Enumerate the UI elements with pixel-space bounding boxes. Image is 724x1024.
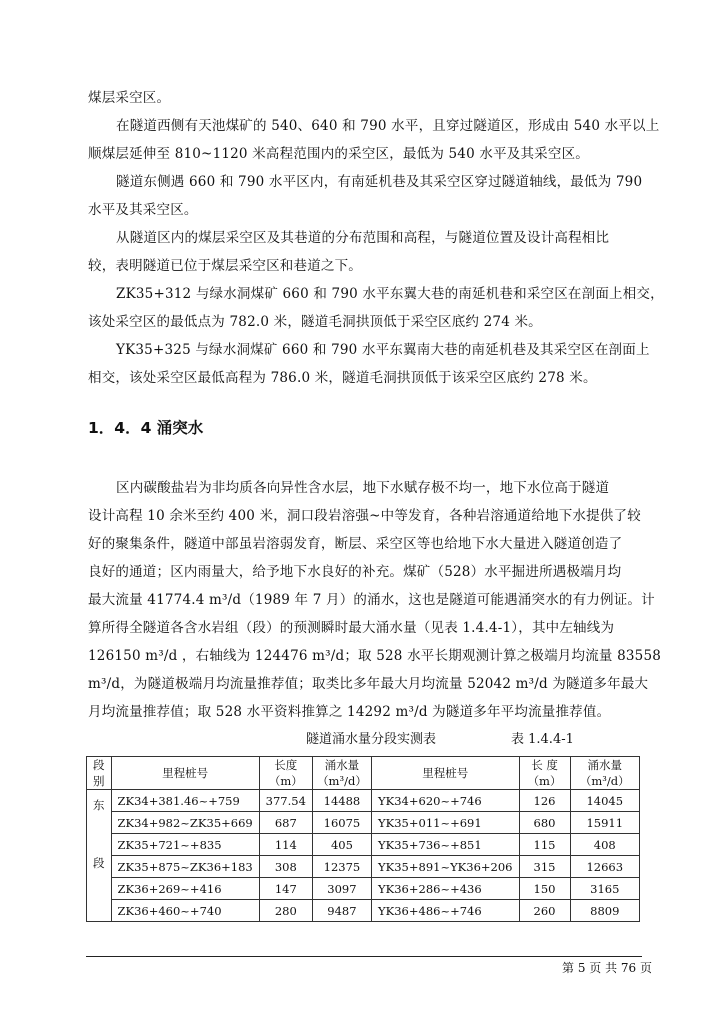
left-length: 687 bbox=[259, 812, 312, 834]
table-row bbox=[87, 900, 640, 922]
left-inflow: 14488 bbox=[312, 790, 371, 812]
inflow-table bbox=[86, 756, 640, 922]
table-row bbox=[87, 856, 640, 878]
text-line: 月均流量推荐值；取 528 水平资料推算之 14292 m³/d 为隧道多年平均流量推荐值。 bbox=[88, 704, 611, 720]
paragraph-3 bbox=[88, 168, 664, 224]
text-line: 煤层采空区。 bbox=[88, 90, 171, 106]
right-mileage: YK34+620~+746 bbox=[372, 790, 519, 812]
left-mileage: ZK35+875~ZK36+183 bbox=[111, 856, 259, 878]
left-length: 147 bbox=[259, 878, 312, 900]
header-inflow bbox=[312, 757, 371, 790]
header-length2-line1: 长 度 bbox=[531, 758, 558, 772]
text-line: ZK35+312 与绿水洞煤矿 660 和 790 水平东翼大巷的南延机巷和采空区在剖面上相交， bbox=[116, 286, 664, 302]
table-row bbox=[87, 790, 640, 812]
text-line: m³/d，为隧道极端月均流量推荐值；取类比多年最大月均流量 52042 m³/d 为隧道多年最大 bbox=[88, 676, 649, 692]
left-inflow: 405 bbox=[312, 834, 371, 856]
footer-rule bbox=[86, 956, 642, 957]
paragraph-1 bbox=[88, 84, 664, 112]
header-inflow2-line1: 涌水量 bbox=[587, 758, 623, 772]
right-length: 150 bbox=[519, 878, 570, 900]
segment-label-top: 东 bbox=[93, 797, 105, 812]
section-heading: 1．4．4 涌突水 bbox=[88, 419, 204, 437]
left-mileage: ZK34+982~ZK35+669 bbox=[111, 812, 259, 834]
left-inflow: 3097 bbox=[312, 878, 371, 900]
header-length-line2: （m） bbox=[268, 774, 303, 788]
text-line: 顺煤层延伸至 810~1120 米高程范围内的采空区，最低为 540 水平及其采空区。 bbox=[88, 146, 589, 162]
segment-cell bbox=[87, 790, 112, 922]
text-line: 相交，该处采空区最低高程为 786.0 米，隧道毛洞拱顶低于该采空区底约 278 米。 bbox=[88, 370, 597, 386]
right-mileage: YK36+486~+746 bbox=[372, 900, 519, 922]
left-length: 377.54 bbox=[259, 790, 312, 812]
table-row bbox=[87, 812, 640, 834]
left-mileage: ZK36+269~+416 bbox=[111, 878, 259, 900]
paragraph-2 bbox=[88, 112, 664, 168]
text-line: 良好的通道；区内雨量大，给予地下水良好的补充。煤矿（528）水平掘进所遇极端月均 bbox=[88, 564, 622, 580]
right-length: 126 bbox=[519, 790, 570, 812]
left-length: 114 bbox=[259, 834, 312, 856]
text-line: 区内碳酸盐岩为非均质各向异性含水层，地下水赋存极不均一，地下水位高于隧道 bbox=[116, 480, 610, 496]
right-length: 315 bbox=[519, 856, 570, 878]
table-caption: 隧道涌水量分段实测表 bbox=[306, 732, 437, 747]
left-inflow: 9487 bbox=[312, 900, 371, 922]
text-line: 在隧道西侧有天池煤矿的 540、640 和 790 水平，且穿过隧道区，形成由 540 水平以上 bbox=[116, 118, 660, 134]
right-mileage: YK35+736~+851 bbox=[372, 834, 519, 856]
right-inflow: 408 bbox=[570, 834, 639, 856]
text-line: 好的聚集条件，隧道中部虽岩溶弱发育，断层、采空区等也给地下水大量进入隧道创造了 bbox=[88, 536, 623, 552]
page-number: 第 5 页 共 76 页 bbox=[562, 961, 652, 975]
text-line: 设计高程 10 余米至约 400 米，洞口段岩溶强~中等发育，各种岩溶通道给地下水提供了较 bbox=[88, 508, 641, 524]
right-length: 680 bbox=[519, 812, 570, 834]
text-line: 从隧道区内的煤层采空区及其巷道的分布范围和高程，与隧道位置及设计高程相比 bbox=[116, 230, 610, 246]
text-line: 该处采空区的最低点为 782.0 米，隧道毛洞拱顶低于采空区底约 274 米。 bbox=[88, 314, 542, 330]
header-length2 bbox=[519, 757, 570, 790]
header-segment bbox=[87, 757, 112, 790]
segment-label-bottom: 段 bbox=[93, 855, 105, 870]
left-length: 308 bbox=[259, 856, 312, 878]
left-mileage: ZK35+721~+835 bbox=[111, 834, 259, 856]
right-inflow: 3165 bbox=[570, 878, 639, 900]
header-segment-line2: 别 bbox=[93, 774, 105, 788]
paragraph-5 bbox=[88, 280, 664, 336]
header-inflow2-line2: （m³/d） bbox=[579, 774, 630, 788]
left-inflow: 16075 bbox=[312, 812, 371, 834]
text-line: 较，表明隧道已位于煤层采空区和巷道之下。 bbox=[88, 258, 362, 274]
right-mileage: YK36+286~+436 bbox=[372, 878, 519, 900]
left-mileage: ZK36+460~+740 bbox=[111, 900, 259, 922]
text-line: 水平及其采空区。 bbox=[88, 202, 198, 218]
right-inflow: 14045 bbox=[570, 790, 639, 812]
header-inflow-line2: （m³/d） bbox=[317, 774, 367, 788]
header-length bbox=[259, 757, 312, 790]
section-paragraph bbox=[88, 474, 664, 726]
text-line: YK35+325 与绿水洞煤矿 660 和 790 水平东翼南大巷的南延机巷及其采空区在剖面上 bbox=[116, 342, 650, 358]
text-line: 算所得全隧道各含水岩组（段）的预测瞬时最大涌水量（见表 1.4.4-1），其中左轴线为 bbox=[88, 620, 615, 636]
text-line: 126150 m³/d ，右轴线为 124476 m³/d；取 528 水平长期观测计算之极端月均流量 83558 bbox=[88, 648, 662, 664]
table-header-row bbox=[87, 757, 640, 790]
right-length: 115 bbox=[519, 834, 570, 856]
right-inflow: 12663 bbox=[570, 856, 639, 878]
paragraph-4 bbox=[88, 224, 664, 280]
left-length: 280 bbox=[259, 900, 312, 922]
paragraph-6 bbox=[88, 336, 664, 392]
header-length-line1: 长度 bbox=[274, 758, 298, 772]
table-row bbox=[87, 834, 640, 856]
header-segment-line1: 段 bbox=[93, 758, 105, 772]
left-mileage: ZK34+381.46~+759 bbox=[111, 790, 259, 812]
right-inflow: 8809 bbox=[570, 900, 639, 922]
header-length2-line2: （m） bbox=[527, 774, 562, 788]
header-right-mileage: 里程桩号 bbox=[372, 757, 519, 790]
header-left-mileage: 里程桩号 bbox=[111, 757, 259, 790]
text-line: 隧道东侧遇 660 和 790 水平区内，有南延机巷及其采空区穿过隧道轴线，最低为 790 bbox=[116, 174, 643, 190]
right-mileage: YK35+891~YK36+206 bbox=[372, 856, 519, 878]
right-mileage: YK35+011~+691 bbox=[372, 812, 519, 834]
header-inflow2 bbox=[570, 757, 639, 790]
left-inflow: 12375 bbox=[312, 856, 371, 878]
right-length: 260 bbox=[519, 900, 570, 922]
table-row bbox=[87, 878, 640, 900]
right-inflow: 15911 bbox=[570, 812, 639, 834]
text-line: 最大流量 41774.4 m³/d（1989 年 7 月）的涌水，这也是隧道可能遇涌突水的有力例证。计 bbox=[88, 592, 655, 608]
header-inflow-line1: 涌水量 bbox=[324, 758, 360, 772]
table-number: 表 1.4.4-1 bbox=[511, 732, 574, 747]
